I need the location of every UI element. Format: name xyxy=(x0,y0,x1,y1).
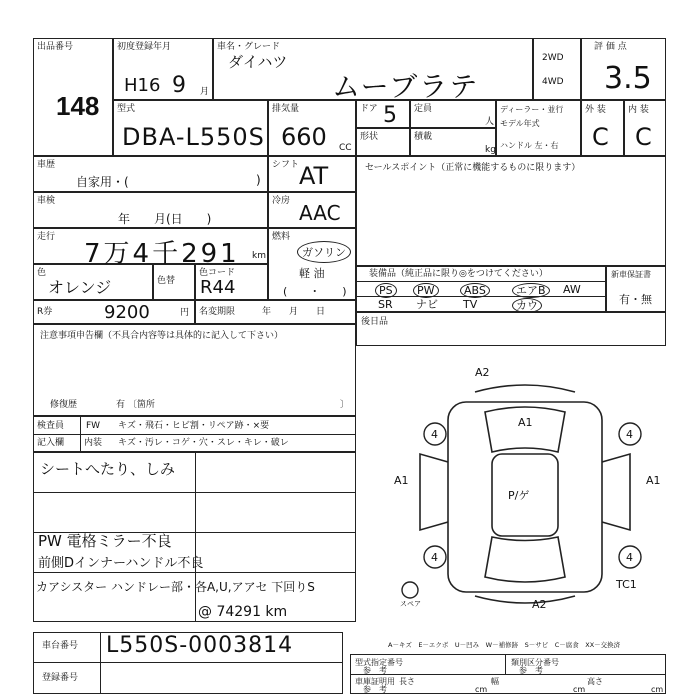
handle-label: ハンドル 左・右 xyxy=(500,141,559,150)
mileage-value: 7万4千291 xyxy=(84,239,240,269)
type-designation-label: 型式指定番号 xyxy=(355,658,403,667)
repair-label: 修復歴 xyxy=(50,400,78,410)
warranty-box xyxy=(606,266,666,312)
shift-value: AT xyxy=(299,162,329,190)
equipment-item: PS xyxy=(375,283,397,298)
class-label: 類別区分番号 xyxy=(511,658,559,667)
name-change-box xyxy=(195,300,356,324)
chassis-value: L550S-0003814 xyxy=(106,633,294,658)
fuel-box xyxy=(268,228,356,300)
lot-box xyxy=(33,38,113,156)
displacement-box xyxy=(268,100,356,156)
first-reg-year: H16 xyxy=(124,75,161,96)
warranty-label: 新車保証書 xyxy=(611,270,651,279)
equipment-item: カウ xyxy=(512,298,542,313)
remarks-line-1 xyxy=(33,492,356,493)
load-box xyxy=(410,128,496,156)
ac-value: AAC xyxy=(299,201,341,225)
chassis-divider xyxy=(33,662,343,663)
exterior-box xyxy=(581,100,624,156)
model-name: ムーブラテ xyxy=(332,70,480,103)
shape-label: 形状 xyxy=(360,132,379,142)
recycle-label: R券 xyxy=(37,307,53,317)
capacity-box xyxy=(410,100,496,128)
inspector-divider xyxy=(33,434,356,435)
lot-label: 出品番号 xyxy=(37,42,74,52)
remark-3: 前側Dインナーハンドル不良 xyxy=(38,556,204,571)
left-side-outline xyxy=(420,454,448,530)
first-reg-label: 初度登録年月 xyxy=(117,42,172,52)
equipment-item: ABS xyxy=(460,283,490,298)
door-box xyxy=(356,100,410,128)
notes-box xyxy=(33,324,356,416)
km-unit: km xyxy=(252,251,266,261)
lot-number: 148 xyxy=(56,91,100,121)
remarks-vdivider xyxy=(195,452,196,622)
name-change-label: 名変期限 xyxy=(199,307,236,317)
mileage-box xyxy=(33,228,268,269)
inspector-vdivider xyxy=(80,416,81,452)
equipment-label: 装備品（純正品に限り◎をつけてください） xyxy=(369,269,548,279)
dealer-label: ディーラー・並行 xyxy=(500,105,564,114)
color-code-label: 色コード xyxy=(199,268,236,278)
remark-4: カアシスター ハンドレー部・各A,U,アアセ 下回りS xyxy=(36,580,315,594)
repair-close: 〕 xyxy=(340,400,350,410)
exterior-label: 外 装 xyxy=(585,105,606,115)
color-code-value: R44 xyxy=(200,277,236,298)
score-label: 評 価 点 xyxy=(594,42,627,52)
fw-label: FW xyxy=(86,421,101,431)
mark-hood-a1: A1 xyxy=(518,416,533,429)
equipment-item: ナビ xyxy=(416,298,438,311)
mark-rear-a2: A2 xyxy=(532,598,547,611)
car-diagram xyxy=(380,362,670,622)
interior-grade: C xyxy=(635,123,652,151)
drive-2wd: 2WD xyxy=(542,53,564,63)
load-label: 積載 xyxy=(414,132,433,142)
score-box xyxy=(581,38,666,100)
fuel-label: 燃料 xyxy=(272,232,291,242)
spare-label: スペア xyxy=(400,600,421,608)
shape-box xyxy=(356,128,410,156)
interior-codes-label: 内装 xyxy=(84,438,103,448)
reg-cert-label: 車庫証明用 xyxy=(355,677,395,686)
history-value: 自家用・( xyxy=(76,175,129,189)
right-side-outline xyxy=(602,454,630,530)
mark-wheel-fr: 4 xyxy=(626,428,633,441)
exterior-codes: キズ・飛石・ヒビ割・リペア跡・×要 xyxy=(118,421,270,431)
color-change-box xyxy=(153,264,195,300)
ac-box xyxy=(268,192,356,228)
post-box xyxy=(356,312,666,346)
recycle-box xyxy=(33,300,195,324)
length-label: 長さ xyxy=(399,677,415,686)
mark-wheel-fl: 4 xyxy=(431,428,438,441)
warranty-value: 有・無 xyxy=(619,293,652,306)
fuel-diesel: 軽 油 xyxy=(299,267,325,280)
spare-wheel-icon xyxy=(402,582,418,598)
fuel-gasoline: ガソリン xyxy=(297,241,351,263)
rear-glass-outline xyxy=(485,537,565,582)
equipment-item: AW xyxy=(563,283,581,296)
height-cm: cm xyxy=(651,685,664,694)
length-cm: cm xyxy=(475,685,488,694)
reg-label: 登録番号 xyxy=(42,673,79,683)
front-bumper-outline xyxy=(475,385,575,392)
sales-point-box xyxy=(356,156,666,266)
color-code-box xyxy=(195,264,268,300)
color-value: オレンジ xyxy=(48,278,112,297)
displacement-label: 排気量 xyxy=(272,104,300,114)
remark-2: PW 電格ミラー不良 xyxy=(38,532,172,550)
fuel-other: ( ・ ) xyxy=(283,285,347,298)
inspector-label: 検査員 xyxy=(37,421,65,431)
ref-label-1: 参 考 xyxy=(363,666,387,675)
first-reg-box xyxy=(113,38,213,100)
width-cm: cm xyxy=(573,685,586,694)
drive-4wd: 4WD xyxy=(542,77,564,87)
mark-rear-tc1: TC1 xyxy=(616,578,637,591)
month-unit: 月 xyxy=(200,87,210,97)
chassis-box xyxy=(33,632,343,694)
inspection-label: 車検 xyxy=(37,196,56,206)
interior-codes: キズ・汚レ・コゲ・穴・スレ・キレ・破レ xyxy=(118,438,289,448)
equipment-item: エアB xyxy=(512,283,550,298)
capacity-label: 定員 xyxy=(414,104,433,114)
mark-wheel-rl: 4 xyxy=(431,551,438,564)
model-year-label: モデル年式 xyxy=(500,119,540,128)
color-label: 色 xyxy=(37,268,47,278)
entry-label: 記入欄 xyxy=(37,438,65,448)
yen-unit: 円 xyxy=(180,308,190,318)
height-label: 高さ xyxy=(587,677,603,686)
ac-label: 冷房 xyxy=(272,196,291,206)
recycle-value: 9200 xyxy=(104,302,150,323)
ref-label-3: 参 考 xyxy=(363,685,387,694)
displacement-value: 660 xyxy=(281,123,327,151)
drive-box xyxy=(533,38,581,100)
mark-left-a1: A1 xyxy=(394,474,409,487)
mark-right-a1: A1 xyxy=(646,474,661,487)
equipment-item: TV xyxy=(463,298,478,311)
type-value: DBA-L550S xyxy=(122,123,265,151)
repair-value: 有 〔箇所 xyxy=(116,400,155,410)
color-change-label: 色替 xyxy=(157,276,176,286)
mark-front-a2: A2 xyxy=(475,366,490,379)
kg-unit: kg xyxy=(485,145,496,155)
shift-box xyxy=(268,156,356,192)
post-label: 後日品 xyxy=(361,317,389,327)
maker-name: ダイハツ xyxy=(228,53,288,71)
model-box xyxy=(213,38,533,103)
remarks-line-3 xyxy=(33,572,356,573)
type-box xyxy=(113,100,268,156)
mark-roof: P/ゲ xyxy=(508,489,530,502)
reg-info-divider xyxy=(350,674,666,675)
equipment-divider-a xyxy=(356,281,606,282)
interior-label: 内 装 xyxy=(628,105,649,115)
remark-1: シートへたり、しみ xyxy=(40,460,176,478)
windshield-outline xyxy=(485,407,565,452)
score-value: 3.5 xyxy=(604,61,652,96)
first-reg-month: 9 xyxy=(172,73,186,98)
interior-box xyxy=(624,100,666,156)
history-label: 車歴 xyxy=(37,160,56,170)
history-close: ) xyxy=(256,173,261,187)
chassis-label: 車台番号 xyxy=(42,641,79,651)
name-change-value: 年 月 日 xyxy=(262,307,326,317)
exterior-grade: C xyxy=(592,123,609,151)
person-unit: 人 xyxy=(485,117,495,127)
rear-bumper-outline xyxy=(475,596,575,603)
remark-5: @ 74291 km xyxy=(198,604,288,620)
color-box xyxy=(33,264,153,300)
mark-wheel-rr: 4 xyxy=(626,551,633,564)
history-box xyxy=(33,156,268,192)
inspection-box xyxy=(33,192,268,228)
notes-label: 注意事項申告欄（不具合内容等は具体的に記入して下さい） xyxy=(40,331,284,341)
door-value: 5 xyxy=(383,103,397,128)
damage-legend: A－キズ E－エクボ U－凹み W－補修跡 S－サビ C－腐食 XX－交換済 xyxy=(388,641,621,649)
reg-info-vdivider xyxy=(505,654,506,674)
cc-unit: CC xyxy=(339,143,352,153)
inspection-value: 年 月(日 ) xyxy=(118,212,212,226)
ref-label-2: 参 考 xyxy=(519,666,543,675)
dealer-box xyxy=(496,100,581,156)
sales-point-label: セールスポイント（正常に機能するものに限ります） xyxy=(365,163,581,173)
model-label: 車名・グレード xyxy=(217,42,281,52)
type-label: 型式 xyxy=(117,104,136,114)
equipment-item: PW xyxy=(413,283,439,298)
door-label: ドア xyxy=(360,104,378,114)
mileage-label: 走行 xyxy=(37,232,56,242)
chassis-vdivider xyxy=(100,632,101,694)
shift-label: シフト xyxy=(272,160,300,170)
equipment-item: SR xyxy=(378,298,393,311)
width-label: 幅 xyxy=(491,677,499,686)
